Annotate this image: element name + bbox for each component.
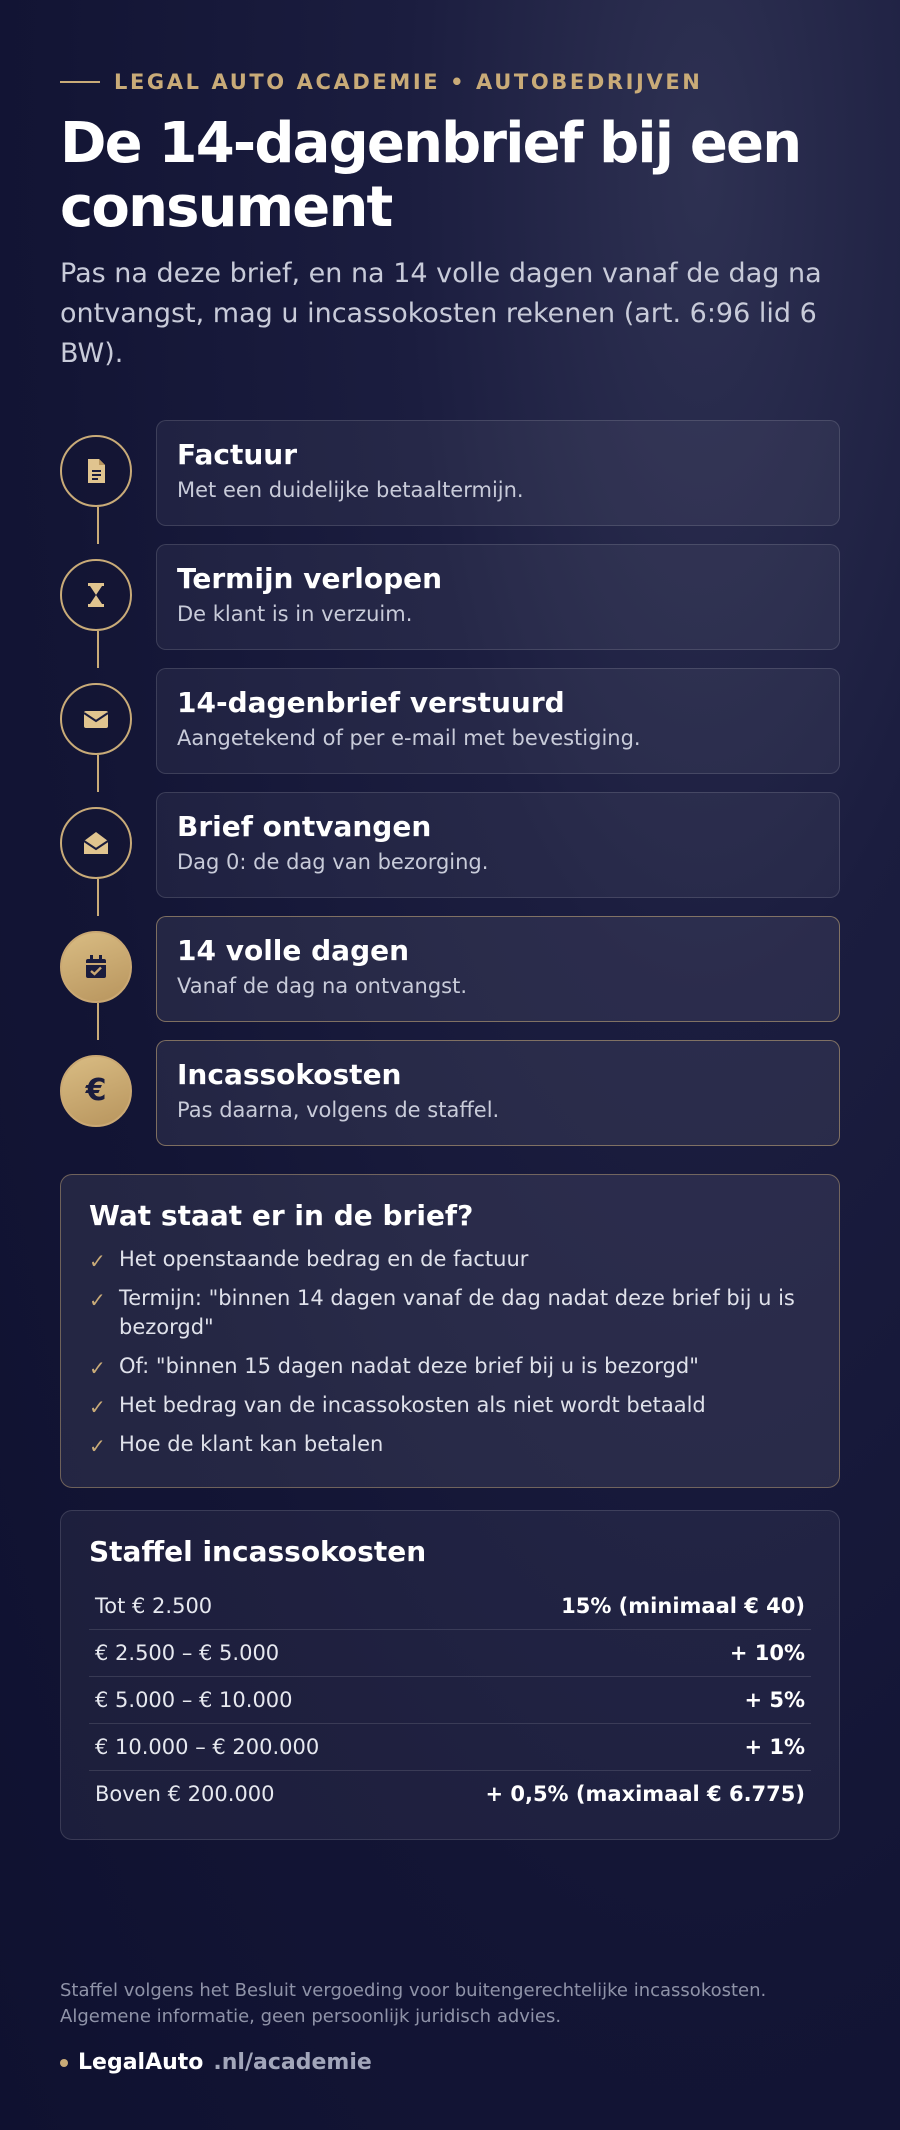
calendar-check-icon: [82, 952, 110, 982]
checklist-item: ✓ Het bedrag van de incassokosten als niet wordt betaald: [89, 1391, 811, 1420]
staffel-table: [89, 1583, 811, 1817]
envelope-open-icon: [81, 829, 111, 857]
step-title: 14-dagenbrief verstuurd: [177, 686, 565, 719]
staffel-range: € 5.000 – € 10.000: [95, 1688, 293, 1712]
step-marker: [60, 807, 132, 879]
page-title: De 14-dagenbrief bij een consument: [60, 111, 801, 240]
staffel-percentage: + 10%: [729, 1641, 805, 1665]
brand-url: .nl/academie: [213, 2050, 372, 2075]
brief-heading: Wat staat er in de brief?: [89, 1199, 474, 1232]
timeline-step-termijn: [60, 544, 840, 650]
page-subtitle: Pas na deze brief, en na 14 volle dagen vanaf de dag na ontvangst, mag u incassokosten rekenen (art. 6:96 lid 6 BW).: [60, 258, 822, 369]
timeline-step-factuur: [60, 420, 840, 526]
check-icon: ✓: [89, 1288, 106, 1312]
brand-dot: [60, 2059, 68, 2067]
step-description: Pas daarna, volgens de staffel.: [177, 1098, 500, 1122]
eyebrow-line: [60, 81, 100, 83]
staffel-percentage: + 0,5% (maximaal € 6.775): [485, 1782, 805, 1806]
checklist-item: ✓ Of: "binnen 15 dagen nadat deze brief bij u is bezorgd": [89, 1352, 811, 1381]
euro-icon: €: [85, 1073, 107, 1108]
brand-name: LegalAuto: [78, 2050, 204, 2075]
timeline-step-brief-ontvangen: [60, 792, 840, 898]
eyebrow: [60, 70, 702, 94]
step-description: Dag 0: de dag van bezorging.: [177, 850, 489, 874]
step-description: Vanaf de dag na ontvangst.: [177, 974, 468, 998]
staffel-row: [89, 1724, 811, 1771]
checklist-item: ✓ Hoe de klant kan betalen: [89, 1430, 811, 1459]
hourglass-icon: [82, 580, 110, 610]
document-icon: [82, 456, 110, 486]
check-icon: ✓: [89, 1356, 106, 1380]
step-marker: [60, 683, 132, 755]
staffel-range: Boven € 200.000: [95, 1782, 275, 1806]
step-title: Incassokosten: [177, 1058, 402, 1091]
step-title: Brief ontvangen: [177, 810, 432, 843]
step-marker: [60, 931, 132, 1003]
staffel-heading: Staffel incassokosten: [89, 1535, 427, 1568]
timeline-step-brief-verstuurd: [60, 668, 840, 774]
staffel-row: [89, 1677, 811, 1724]
brief-checklist: [89, 1245, 811, 1459]
step-card: [156, 420, 840, 526]
staffel-row: [89, 1583, 811, 1630]
step-title: Factuur: [177, 438, 298, 471]
step-description: Met een duidelijke betaaltermijn.: [177, 478, 524, 502]
timeline-step-14-volle-dagen: [60, 916, 840, 1022]
brand-footer: [60, 2050, 372, 2075]
brief-contents-card: [60, 1174, 840, 1488]
checklist-item: ✓ Termijn: "binnen 14 dagen vanaf de dag nadat deze brief bij u is bezorgd": [89, 1286, 795, 1339]
step-card: [156, 792, 840, 898]
check-icon: ✓: [89, 1434, 106, 1458]
footnote: Staffel volgens het Besluit vergoeding voor buitengerechtelijke incassokosten. Algemene informatie, geen persoonlijk juridisch advies.: [60, 1980, 767, 2027]
staffel-percentage: + 1%: [744, 1735, 805, 1759]
staffel-row: [89, 1630, 811, 1677]
check-icon: ✓: [89, 1249, 106, 1273]
step-title: 14 volle dagen: [177, 934, 410, 967]
staffel-card: [60, 1510, 840, 1840]
envelope-icon: [81, 706, 111, 732]
staffel-percentage: 15% (minimaal € 40): [561, 1594, 805, 1618]
step-marker: [60, 435, 132, 507]
staffel-row: [89, 1771, 811, 1817]
step-card: [156, 916, 840, 1022]
checklist-item: ✓ Het openstaande bedrag en de factuur: [89, 1245, 811, 1274]
step-title: Termijn verlopen: [177, 562, 443, 595]
check-icon: ✓: [89, 1395, 106, 1419]
step-card: [156, 1040, 840, 1146]
staffel-percentage: + 5%: [744, 1688, 805, 1712]
staffel-range: Tot € 2.500: [95, 1594, 213, 1618]
step-card: [156, 668, 840, 774]
staffel-range: € 10.000 – € 200.000: [95, 1735, 320, 1759]
eyebrow-text: LEGAL AUTO ACADEMIE • AUTOBEDRIJVEN: [114, 70, 703, 94]
staffel-range: € 2.500 – € 5.000: [95, 1641, 280, 1665]
step-marker: [60, 1055, 132, 1127]
step-description: Aangetekend of per e-mail met bevestiging.: [177, 726, 641, 750]
step-card: [156, 544, 840, 650]
step-marker: [60, 559, 132, 631]
timeline-step-incassokosten: [60, 1040, 840, 1146]
step-description: De klant is in verzuim.: [177, 602, 413, 626]
